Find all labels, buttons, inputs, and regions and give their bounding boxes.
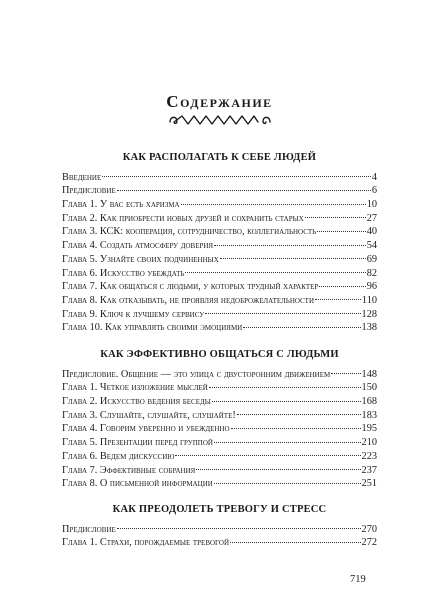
toc-entry-page: 237 [361, 464, 377, 476]
toc-entry-title: Глава 2. Искусство ведения беседы [62, 396, 211, 408]
toc-entry-page: 40 [366, 226, 377, 238]
toc-entry-title: Глава 6. Ведем дискуссию [62, 450, 175, 462]
dot-leader [237, 404, 361, 418]
toc-entry[interactable] [62, 180, 377, 197]
dot-leader [181, 193, 366, 207]
toc-entry-title: Глава 9. Ключ к лучшему сервису [62, 308, 205, 320]
dot-leader [214, 431, 361, 445]
toc-entry-page: 195 [361, 423, 377, 435]
dot-leader [214, 234, 366, 248]
toc-entry[interactable] [62, 363, 377, 380]
toc-entry-page: 69 [366, 253, 377, 265]
toc-entry-page: 27 [366, 212, 377, 224]
toc-entry-page: 148 [361, 368, 377, 380]
toc-entry[interactable] [62, 166, 377, 183]
dot-leader [117, 518, 361, 532]
dot-leader [230, 532, 361, 546]
toc-entry-page: 270 [361, 523, 377, 535]
toc-entry-page: 183 [361, 409, 377, 421]
dot-leader [305, 207, 366, 221]
toc-entry-title: Предисловие [62, 523, 116, 535]
dot-leader [231, 418, 361, 432]
toc-entry-page: 110 [361, 294, 377, 306]
toc-list [62, 166, 377, 334]
toc-entry-page: 150 [361, 382, 377, 394]
toc-entry-page: 6 [371, 185, 377, 197]
toc-entry-page: 10 [366, 199, 377, 211]
dot-leader [102, 166, 371, 180]
toc-entry-page: 210 [361, 437, 377, 449]
toc-entry-page: 96 [366, 281, 377, 293]
section-title: КАК РАСПОЛАГАТЬ К СЕБЕ ЛЮДЕЙ [122, 152, 317, 163]
dot-leader [220, 248, 366, 262]
contents-title: Содержание [166, 92, 273, 111]
section-title: КАК ЭФФЕКТИВНО ОБЩАТЬСЯ С ЛЮДЬМИ [100, 349, 339, 360]
toc-entry-page: 54 [366, 240, 377, 252]
toc-entry-title: Глава 5. Узнайте своих подчиненных [62, 253, 219, 265]
page-number: 719 [350, 574, 366, 585]
toc-entry-page: 251 [361, 478, 377, 490]
dot-leader [319, 276, 365, 290]
toc-entry-title: Глава 8. О письменной информации [62, 478, 213, 490]
toc-entry-title: Глава 1. Страхи, порождаемые тревогой [62, 537, 230, 549]
dot-leader [315, 289, 361, 303]
dot-leader [209, 377, 361, 391]
toc-entry-page: 272 [361, 537, 377, 549]
dot-leader [205, 303, 360, 317]
section-title: КАК ПРЕОДОЛЕТЬ ТРЕВОГУ И СТРЕСС [112, 504, 327, 515]
toc-entry-title: Глава 7. Эффективные собрания [62, 464, 196, 476]
toc-entry-page: 128 [361, 308, 377, 320]
toc-entry-title: Глава 7. Как общаться с людьми, у которых трудный характер [62, 281, 319, 293]
decorative-ornament [168, 112, 272, 128]
toc-entry-title: Глава 6. Искусство убеждать [62, 267, 185, 279]
toc-list [62, 363, 377, 490]
dot-leader [243, 317, 360, 331]
toc-entry-page: 4 [371, 171, 377, 183]
toc-entry-page: 168 [361, 396, 377, 408]
dot-leader [175, 445, 360, 459]
dot-leader [212, 390, 361, 404]
dot-leader [185, 262, 365, 276]
toc-entry[interactable] [62, 518, 377, 535]
dot-leader [214, 473, 361, 487]
toc-entry-title: Введение [62, 171, 102, 183]
toc-entry-title: Глава 3. Слушайте, слушайте, слушайте! [62, 409, 236, 421]
toc-entry-page: 223 [361, 450, 377, 462]
toc-entry-title: Глава 4. Создать атмосферу доверия [62, 240, 214, 252]
toc-entry-title: Предисловие. Общение — это улица с двусторонним движением [62, 368, 331, 380]
dot-leader [117, 180, 371, 194]
toc-list [62, 518, 377, 549]
toc-entry-title: Глава 1. Четкое изложение мыслей [62, 382, 208, 394]
toc-entry-title: Глава 2. Как приобрести новых друзей и сохранить старых [62, 212, 304, 224]
toc-entry-title: Глава 10. Как управлять своими эмоциями [62, 322, 243, 334]
toc-entry-page: 138 [361, 322, 377, 334]
toc-entry-page: 82 [366, 267, 377, 279]
toc-entry-title: Глава 4. Говорим уверенно и убежденно [62, 423, 230, 435]
dot-leader [196, 459, 360, 473]
toc-entry-title: Глава 5. Презентации перед группой [62, 437, 213, 449]
dot-leader [317, 221, 366, 235]
toc-entry-title: Предисловие [62, 185, 116, 197]
toc-entry-title: Глава 8. Как отказывать, не проявляя недоброжелательности [62, 294, 315, 306]
toc-entry-title: Глава 1. У вас есть харизма [62, 199, 180, 211]
toc-entry-title: Глава 3. КСК: кооперация, сотрудничество, коллегиальность [62, 226, 317, 238]
dot-leader [331, 363, 360, 377]
